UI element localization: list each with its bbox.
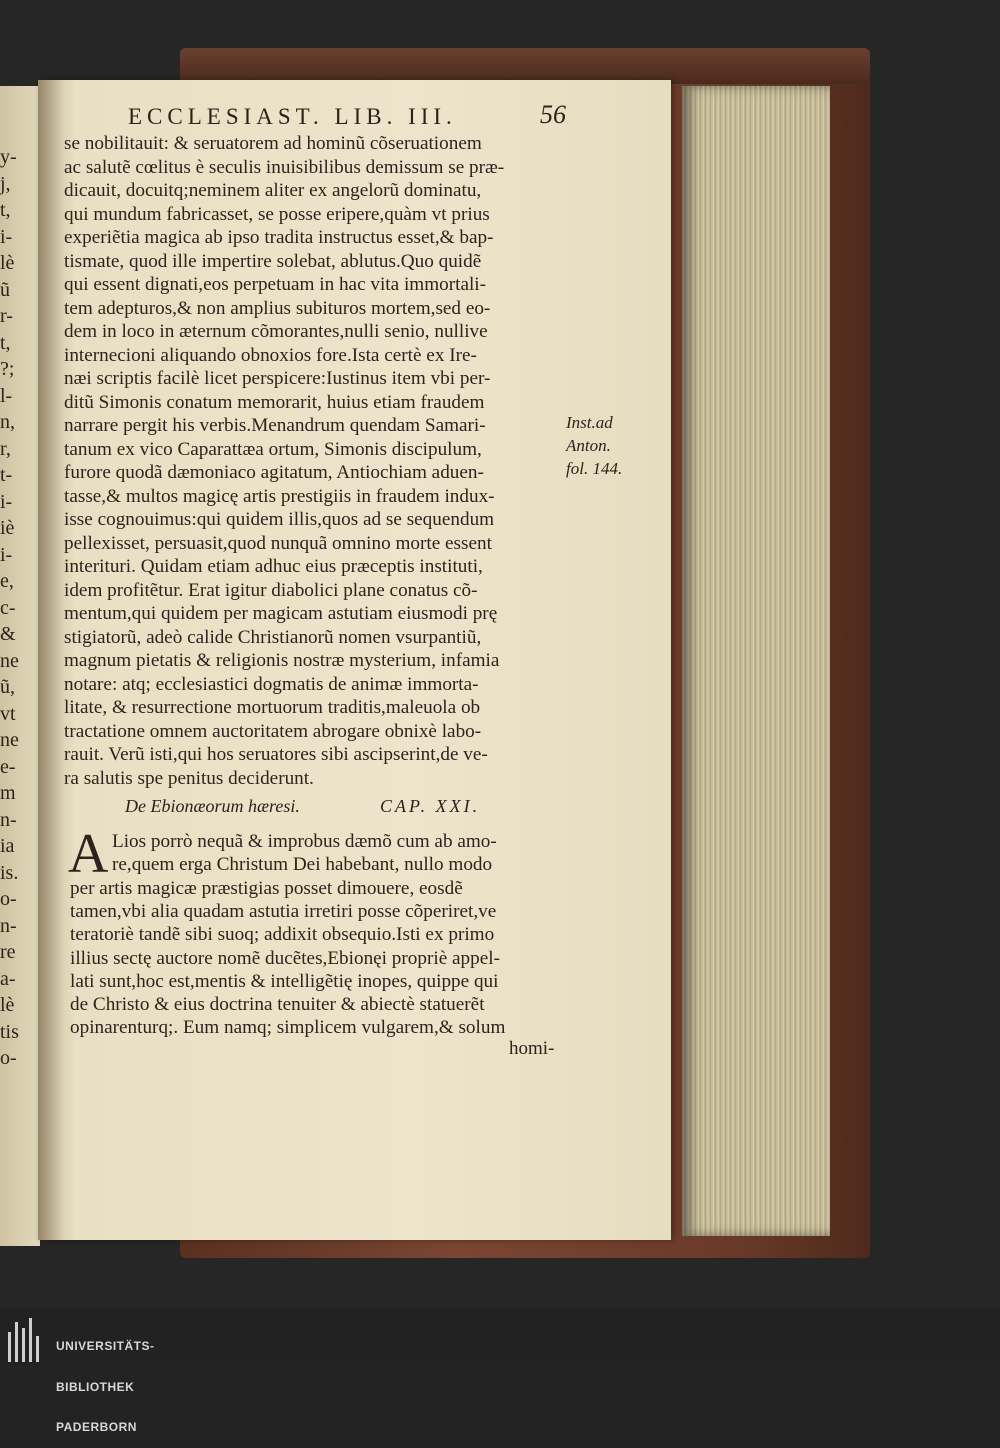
left-page-fragment: &: [0, 623, 16, 645]
left-page-fragment: o-: [0, 1047, 17, 1069]
left-page-fragment: ũ,: [0, 676, 15, 698]
left-page-fragment: t,: [0, 331, 11, 354]
left-page-fragment: i-: [0, 490, 13, 513]
left-page-fragment: vt: [0, 702, 16, 725]
left-page-fragment: lè: [0, 252, 15, 274]
text-line: per artis magicæ præstigias posset dimouere, eosdẽ: [70, 877, 463, 899]
text-line: idem profitẽtur. Erat igitur diabolici plane conatus cõ-: [64, 579, 478, 601]
text-line: se nobilitauit: & seruatorem ad hominũ cõseruationem: [64, 133, 482, 154]
left-page-fragment: a-: [0, 967, 16, 990]
text-line: rauit. Verũ isti,qui hos seruatores sibi ascipserint,de ve-: [64, 744, 488, 765]
text-line: isse cognouimus:qui quidem illis,quos ad se sequendum: [64, 509, 495, 530]
text-line: stigiatorũ, adeò calide Christianorũ nomen vsurpantiũ,: [64, 626, 482, 648]
text-line: tanum ex vico Caparattæa ortum, Simonis discipulum,: [64, 438, 482, 460]
text-line: Lios porrò nequã & improbus dæmõ cum ab amo-: [112, 831, 497, 852]
left-page-fragment: e-: [0, 755, 16, 778]
text-line: ditũ Simonis conatum memorarit, huius etiam fraudem: [64, 391, 485, 413]
left-page-fragment: e,: [0, 570, 14, 592]
left-page-fragment: n-: [0, 808, 17, 831]
text-line: magnum pietatis & religionis nostræ mysterium, infamia: [64, 650, 500, 671]
left-page-fragment: r-: [0, 305, 13, 327]
text-line: interituri. Quidam etiam adhuc eius præceptis instituti,: [64, 556, 483, 577]
text-line: illius sectę auctore nomẽ ducẽtes,Ebionęi propriè appel-: [70, 947, 500, 969]
text-line: litate, & resurrectione mortuorum traditis,maleuola ob: [64, 697, 481, 718]
library-name: [56, 1313, 155, 1448]
text-line: narrare pergit his verbis.Menandrum quendam Samari-: [64, 415, 486, 436]
book-cover-top: [180, 48, 870, 84]
text-line: dicauit, docuitq;neminem aliter ex angelorũ dominatu,: [64, 180, 482, 201]
left-page-fragment: i-: [0, 225, 13, 248]
left-page-fragment: l-: [0, 384, 13, 407]
left-page-fragment: t-: [0, 464, 13, 486]
page-fore-edge: [682, 86, 830, 1236]
left-page-fragment: ?;: [0, 358, 15, 380]
text-line: opinarenturq;. Eum namq; simplicem vulgarem,& solum: [70, 1017, 506, 1039]
text-line: notare: atq; ecclesiastici dogmatis de animæ immorta-: [64, 673, 479, 695]
left-page-fragment: ia: [0, 835, 15, 857]
text-line: tasse,& multos magicę artis prestigiis in fraudem indux-: [64, 485, 495, 507]
text-line: ra salutis spe penitus deciderunt.: [64, 767, 314, 789]
library-logo-icon: [8, 1318, 46, 1362]
page-gutter-shadow: [38, 80, 64, 1240]
text-line: næi scriptis facilè licet perspicere:Iustinus item vbi per-: [64, 368, 491, 389]
chapter-title: De Ebionæorum hæresi.: [125, 796, 300, 816]
text-line: re,quem erga Christum Dei habebant, nullo modo: [112, 854, 493, 876]
text-line: pellexisset, persuasit,quod nunquã omnino morte essent: [64, 532, 492, 554]
left-page-fragment: n-: [0, 914, 17, 937]
text-line: tractatione omnem auctoritatem abrogare obnixè labo-: [64, 720, 482, 742]
text-line: lati sunt,hoc est,mentis & intelligẽtię inopes, quippe qui: [70, 970, 499, 992]
left-page-fragment: c-: [0, 596, 16, 619]
chapter-number: CAP. XXI.: [380, 796, 481, 816]
text-line: teratoriè tandẽ sibi suoq; addixit obsequio.Isti ex primo: [70, 924, 495, 946]
left-page-fragment: y-: [0, 146, 17, 168]
left-page-fragment: ũ: [0, 278, 10, 301]
text-line: ac salutẽ cœlitus è seculis inuisibilibus demissum se præ-: [64, 156, 505, 178]
text-line: experiẽtia magica ab ipso tradita instructus esset,& bap-: [64, 227, 494, 248]
text-line: dem in loco in æternum cõmorantes,nulli senio, nullive: [64, 321, 488, 342]
left-page-fragment: t,: [0, 199, 11, 221]
left-page-edge: [0, 86, 40, 1246]
catchword: homi-: [509, 1038, 555, 1059]
text-line: tem adepturos,& non amplius subituros mortem,sed eo-: [64, 297, 491, 319]
marginal-note-line: Anton.: [566, 436, 611, 455]
text-line: qui mundum fabricasset, se posse eripere,quàm vt prius: [64, 203, 490, 225]
text-line: tamen,vbi alia quadam astutia irretiri posse cõperiret,ve: [70, 900, 497, 922]
text-line: qui essent dignati,eos perpetuam in hac vita immortali-: [64, 274, 487, 295]
left-page-fragment: is.: [0, 861, 19, 884]
left-page-fragment: r,: [0, 437, 11, 460]
left-page-fragment: o-: [0, 888, 17, 910]
marginal-note-line: Inst.ad: [566, 413, 613, 432]
text-line: de Christo & eius doctrina tenuiter & abiectè statuerẽt: [70, 994, 485, 1016]
running-title: ECCLESIAST. LIB. III.: [128, 104, 457, 129]
marginal-note-line: fol. 144.: [566, 459, 623, 478]
text-line: mentum,qui quidem per magicam astutiam eiusmodi prę: [64, 603, 498, 624]
left-page-fragment: lè: [0, 994, 15, 1016]
left-page-fragment: tis: [0, 1020, 19, 1043]
page-number: 56: [540, 100, 566, 129]
left-page-fragment: re: [0, 941, 16, 963]
left-page-fragment: ne: [0, 649, 19, 672]
text-line: tismate, quod ille impertire solebat, ablutus.Quo quidẽ: [64, 250, 482, 272]
left-page-fragment: i-: [0, 543, 13, 566]
left-page-fragment: m: [0, 782, 16, 804]
library-name-line: BIBLIOTHEK: [56, 1379, 135, 1394]
text-line: furore quodã dæmoniaco agitatum, Antiochiam aduen-: [64, 462, 484, 483]
text-line: internecioni aliquando obnoxios fore.Ista certè ex Ire-: [64, 344, 477, 366]
left-page-fragment: ne: [0, 729, 19, 751]
library-name-line: UNIVERSITÄTS-: [56, 1339, 155, 1353]
drop-cap-initial: A: [68, 823, 109, 885]
left-page-fragment: j,: [0, 172, 11, 195]
left-page-fragment: iè: [0, 517, 15, 539]
left-page-fragment: n,: [0, 411, 15, 433]
library-name-line: PADERBORN: [56, 1420, 137, 1434]
